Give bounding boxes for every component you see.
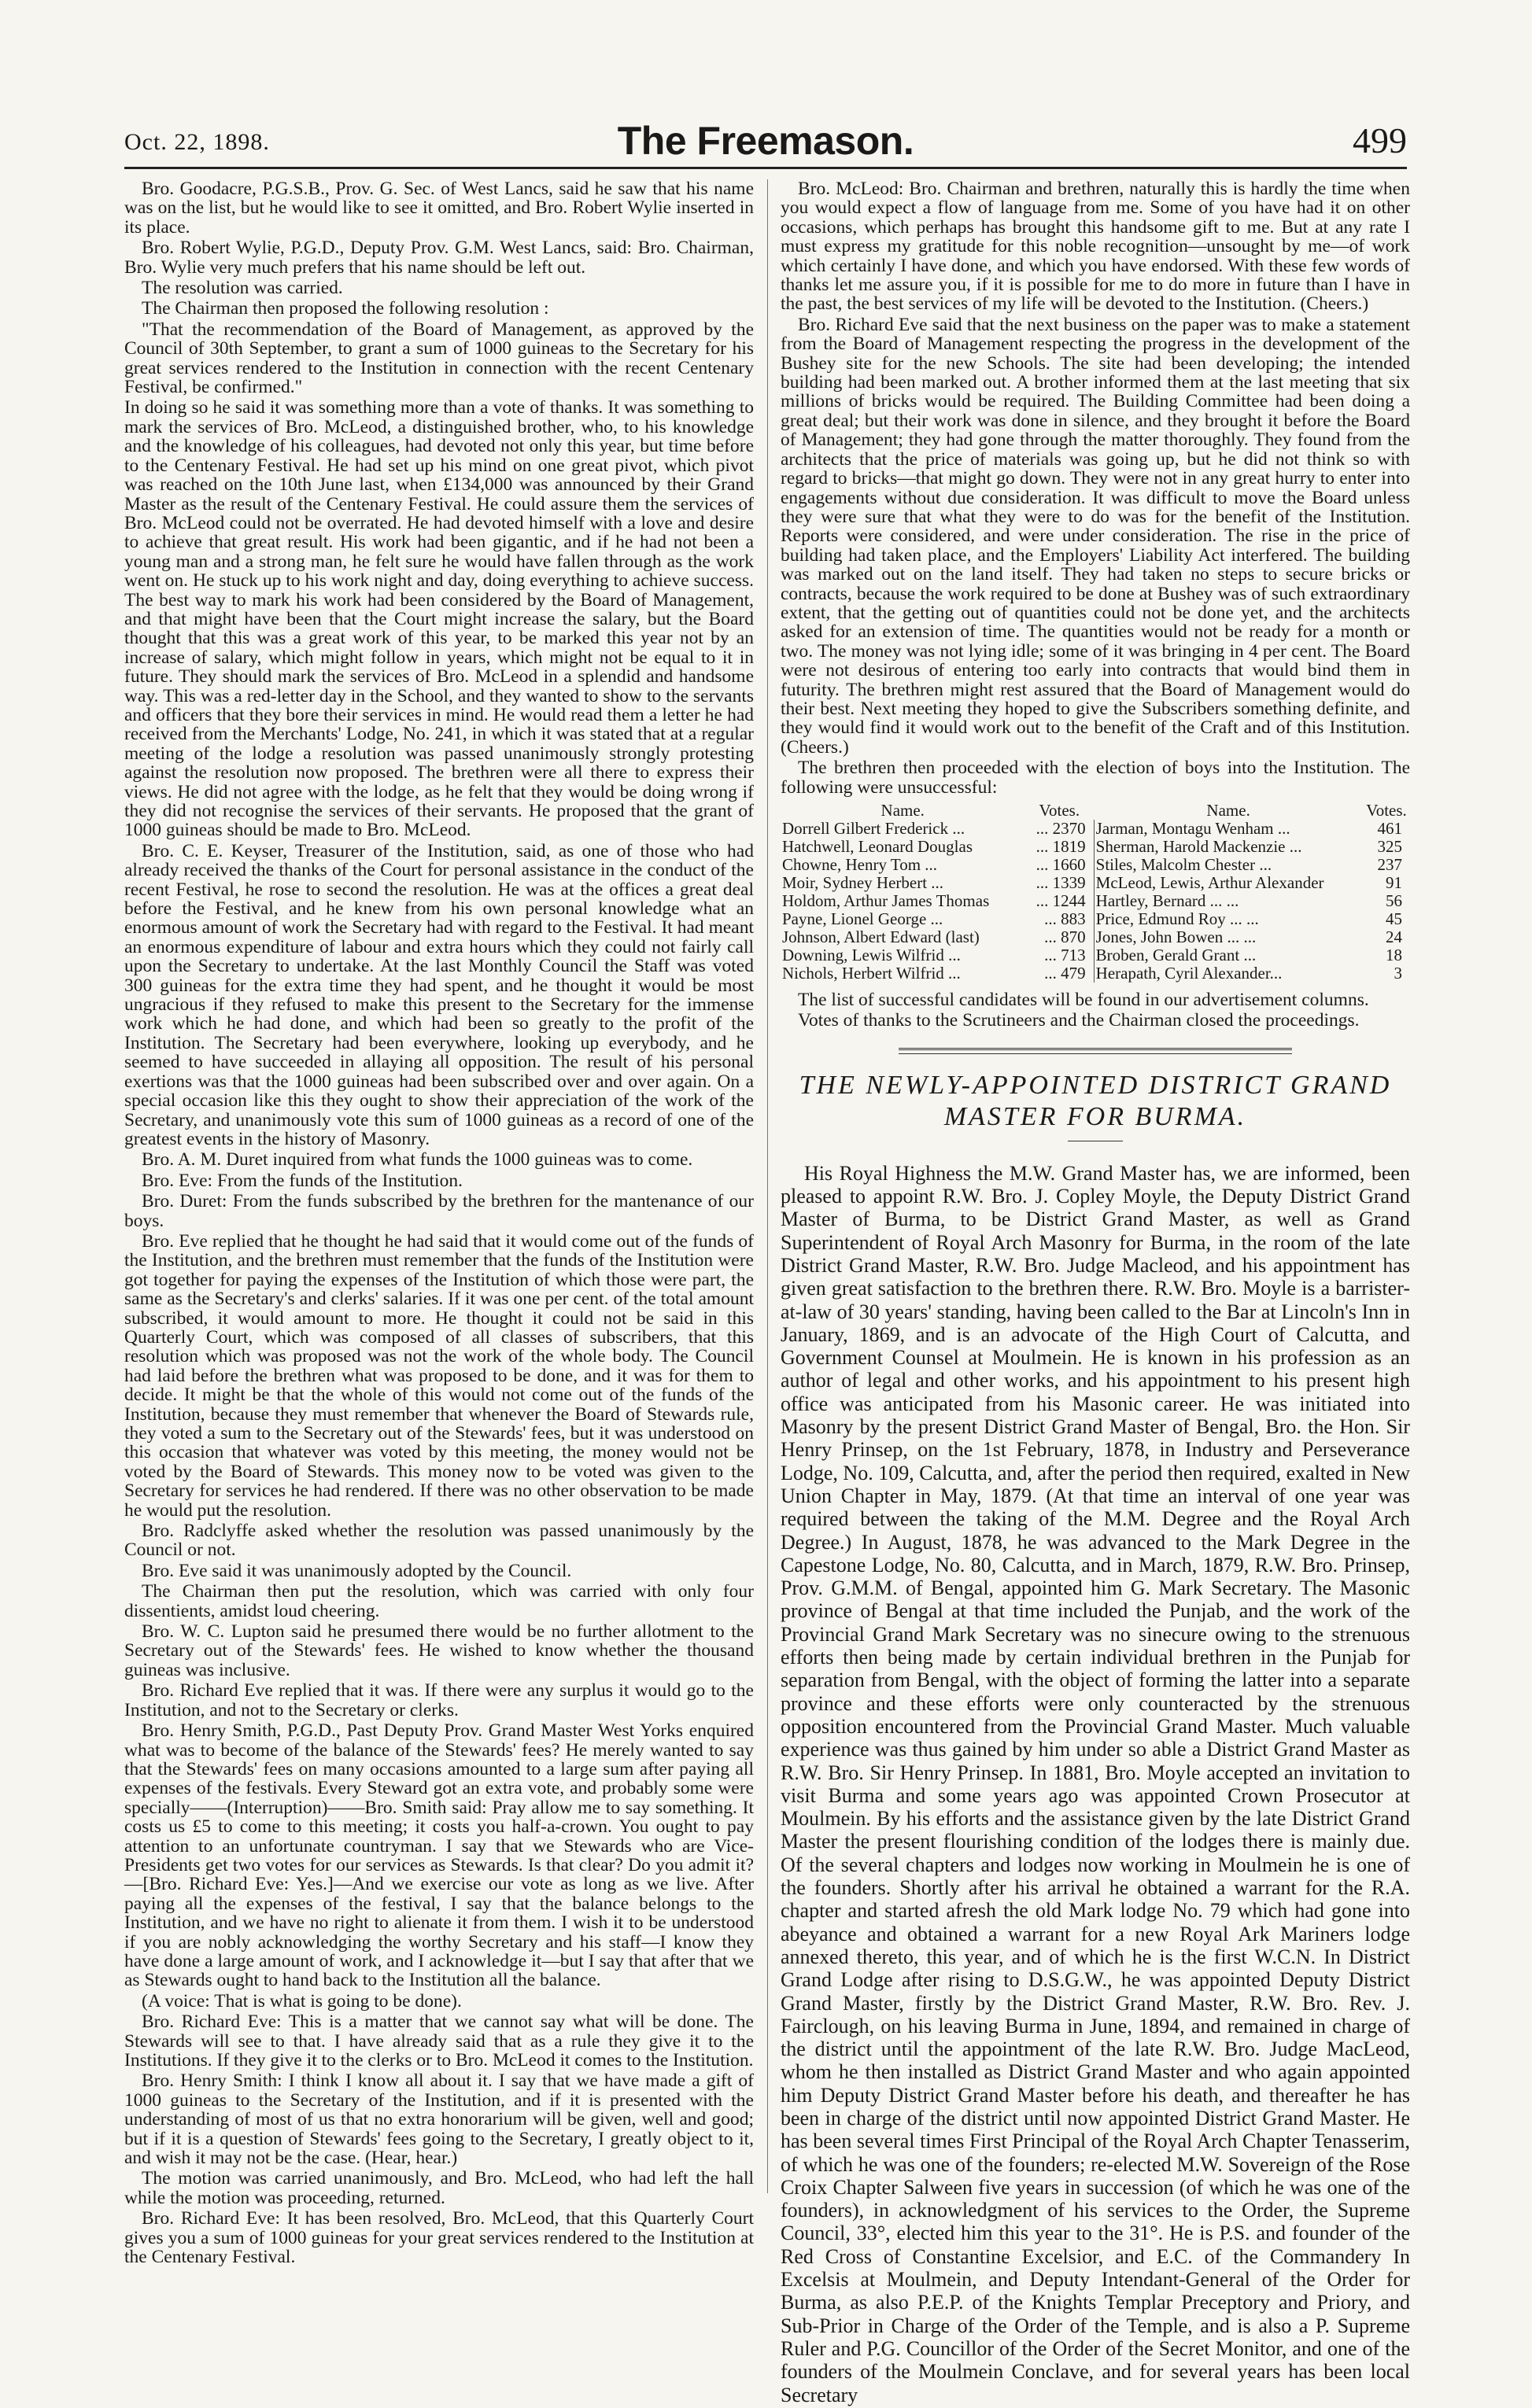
table-cell: ... 883 xyxy=(1044,909,1086,928)
table-cell: Hatchwell, Leonard Douglas xyxy=(782,837,973,856)
unsuccessful-candidates-table xyxy=(781,802,1410,983)
table-cell: Downing, Lewis Wilfrid ... xyxy=(782,946,961,964)
table-cell: 91 xyxy=(1386,873,1402,892)
paragraph: Bro. Eve said it was unanimously adopted by the Council. xyxy=(142,1560,572,1581)
table-cell: Stiles, Malcolm Chester ... xyxy=(1094,856,1363,874)
table-row xyxy=(781,838,1410,856)
table-cell: ... 1339 xyxy=(1035,873,1086,892)
table-row xyxy=(781,964,1410,983)
table-row xyxy=(781,910,1410,928)
paragraph: The motion was carried unanimously, and Bro. McLeod, who had left the hall while the motion was proceeding, returned. xyxy=(124,2168,754,2208)
table-cell: Jones, John Bowen ... ... xyxy=(1094,928,1363,946)
paragraph: Bro. Duret: From the funds subscribed by the brethren for the mantenance of our boys. xyxy=(124,1191,754,1231)
paragraph: Bro. Richard Eve replied that it was. If there were any surplus it would go to the Institution, and not to the Secretary or clerks. xyxy=(124,1680,754,1720)
table-cell: 237 xyxy=(1377,855,1402,874)
paragraph: (A voice: That is what is going to be done). xyxy=(142,1990,462,2012)
column-header: Votes. xyxy=(1366,801,1407,820)
column-header: Name. xyxy=(880,801,925,820)
article-body xyxy=(781,1162,1410,2406)
table-cell: Payne, Lionel George ... xyxy=(782,909,943,928)
table-cell: Broben, Gerald Grant ... xyxy=(1094,946,1363,964)
column-divider xyxy=(767,179,768,2193)
issue-date: Oct. 22, 1898. xyxy=(124,129,270,155)
table-cell: ... 870 xyxy=(1044,927,1086,946)
paragraph: The brethren then proceeded with the election of boys into the Institution. The following were unsuccessful: xyxy=(781,758,1410,798)
table-row xyxy=(781,892,1410,910)
paragraph: Bro. Goodacre, P.G.S.B., Prov. G. Sec. of West Lancs, said he saw that his name was on the list, but he would like to see it omitted, and Bro. Robert Wylie inserted in its place. xyxy=(124,179,754,238)
paragraph: "That the recommendation of the Board of Management, as approved by the Council of 30th September, to grant a sum of 1000 guineas to the Secretary for his great services rendered to the Institution in connection with the recent Centenary Festival, be confirmed." xyxy=(124,319,754,398)
table-cell: Holdom, Arthur James Thomas xyxy=(782,891,990,910)
table-cell: Price, Edmund Roy ... ... xyxy=(1094,910,1363,928)
column-header: Votes. xyxy=(1039,801,1080,820)
paragraph: Bro. Richard Eve: This is a matter that we cannot say what will be done. The Stewards will see to that. I have already said that as a rule they give it to the Institutions. If they give it to the clerks or to Bro. McLeod it comes to the Institution. xyxy=(124,2012,754,2071)
paragraph: Bro. Richard Eve: It has been resolved, Bro. McLeod, that this Quarterly Court gives you a sum of 1000 guineas for your great services rendered to the Institution at the Centenary Festival. xyxy=(124,2208,754,2268)
article-title-line: MASTER FOR BURMA. xyxy=(943,1101,1247,1131)
table-cell: ... 1244 xyxy=(1035,891,1086,910)
paragraph: Bro. Robert Wylie, P.G.D., Deputy Prov. G.M. West Lancs, said: Bro. Chairman, Bro. Wylie very much prefers that his name should be left out. xyxy=(124,238,754,278)
table-cell: Johnson, Albert Edward (last) xyxy=(782,927,980,946)
paragraph: Bro. Eve: From the funds of the Institution. xyxy=(142,1170,463,1191)
right-column xyxy=(781,179,1410,2408)
paragraph: Bro. Richard Eve said that the next business on the paper was to make a statement from the Board of Management respecting the progress in the development of the Bushey site for the new Schools. The site had been developing; the intended building had been marked out. A brother informed them at the last meeting that six millions of bricks would be required. The Building Committee had been doing a great deal; but their work was done in silence, and they brought it before the Board of Management; they had gone through the matter thoroughly. They found from the architects that the price of materials was going up, but he did not think so with regard to bricks—that might go down. They were not in any great hurry to enter into engagements without due consideration. It was difficult to move the Board unless they were sure that what they were to do was for the benefit of the Institution. Reports were considered, and were under consideration. The rise in the price of building had taken place, and the Employers' Liability Act interfered. The building was marked out on the land itself. They had taken no steps to secure bricks or contracts, because the work required to be done at Bushey was of such extraordinary extent, that the getting out of quantities could not be done yet, and the architects asked for an extension of time. The quantities would not be ready for a month or two. The money was not lying idle; some of it was bringing in 4 per cent. The Board were not desirous of entering too early into contracts that would bind them in futurity. The brethren might rest assured that the Board of Management would do their best. Next meeting they hoped to give the Subscribers something definite, and they would find it would work out to the benefit of the Craft and of this Institution. (Cheers.) xyxy=(781,314,1410,758)
table-row xyxy=(781,856,1410,874)
table-cell: Dorrell Gilbert Frederick ... xyxy=(782,819,965,838)
paragraph: The list of successful candidates will be found in our advertisement columns. xyxy=(798,990,1369,1010)
left-column xyxy=(124,179,754,2268)
table-cell: Nichols, Herbert Wilfrid ... xyxy=(782,964,961,983)
paragraph: Bro. Radclyffe asked whether the resolution was passed unanimously by the Council or not. xyxy=(124,1521,754,1561)
table-cell: 18 xyxy=(1386,946,1402,964)
table-cell: 56 xyxy=(1386,891,1402,910)
paragraph: In doing so he said it was something more than a vote of thanks. It was something to mark the services of Bro. McLeod, a distinguished brother, who, to his knowledge and the knowledge of his colleagues, had devoted not only this year, but time before to the Centenary Festival. He had set up his mind on one great pivot, which pivot was reached on the 10th June last, when £134,000 was announced by their Grand Master as the result of the Centenary Festival. He could assure them the services of Bro. McLeod could not be overrated. He had devoted himself with a love and desire to achieve that great result. His work had been gigantic, and if he had not been a young man and a strong man, he felt sure he would have fallen through as the work went on. He stuck up to his work night and day, doing everything to achieve success. The best way to mark his work had been considered by the Board of Management, and that might have been that the Court might increase the salary, but the Board thought that this was a great work of this year, to be marked this year not by an increase of salary, which might follow in years, which might not be equal to it in future. They should mark the services of Bro. McLeod in a splendid and handsome way. This was a red-letter day in the School, and they wanted to show to the servants and officers that they bore their services in mind. He would read them a letter he had received from the Merchants' Lodge, No. 241, in which it was stated that at a regular meeting of the lodge a resolution was passed unanimously strongly protesting against the resolution now proposed. The brethren were all there to express their views. He did not agree with the lodge, as he felt that they would be doing wrong if they did not recognise the services of their servants. He proposed that the grant of 1000 guineas should be made to Bro. McLeod. xyxy=(124,397,754,841)
table-cell: 24 xyxy=(1386,927,1402,946)
section-divider xyxy=(899,1048,1292,1054)
table-cell: ... 2370 xyxy=(1035,819,1086,838)
table-cell: 3 xyxy=(1394,964,1402,983)
table-row xyxy=(781,946,1410,964)
column-header: Name. xyxy=(1206,801,1250,820)
table-row xyxy=(781,820,1410,838)
table-cell: ... 1819 xyxy=(1035,837,1086,856)
paragraph: Bro. McLeod: Bro. Chairman and brethren, naturally this is hardly the time when you would expect a flow of language from me. Some of you have had it on other occasions, which perhaps has brought this handsome gift to me. But at any rate I must express my gratitude for this noble recognition—unsought by me—of work which certainly I have done, and which you have endorsed. With these few words of thanks let me assure you, if it is possible for me to do more in future than I have in the past, the best services of my life will be devoted to the Institution. (Cheers.) xyxy=(781,179,1410,315)
table-header-row xyxy=(781,802,1410,820)
table-cell: Moir, Sydney Herbert ... xyxy=(782,873,944,892)
paragraph: Bro. C. E. Keyser, Treasurer of the Institution, said, as one of those who had already received the thanks of the Court for personal assistance in the conduct of the recent Festival, he rose to second the resolution. He was at the offices a great deal before the Festival, and he knew from his own personal knowledge what an enormous amount of work the Secretary had with regard to the Festival. It had meant an enormous expenditure of labour and extra hours which they could not fairly call upon the Secretary to undertake. At the last Monthly Council the Staff was voted 300 guineas for the extra time they had spent, and he thought it would be most ungracious if they refused to make this present to the Secretary for the immense work which he had done, and which had been so greatly to the profit of the Institution. The Secretary had been everywhere, looking up everybody, and he seemed to have succeeded in allaying all opposition. The result of his personal exertions was that the 1000 guineas had been subscribed over and over again. On a special occasion like this they ought to show their appreciation of the work of the Secretary, and unanimously vote this sum of 1000 guineas as a record of one of the greatest events in the history of Masonry. xyxy=(124,840,754,1149)
table-cell: Chowne, Henry Tom ... xyxy=(782,855,938,874)
paragraph: Bro. Henry Smith, P.G.D., Past Deputy Prov. Grand Master West Yorks enquired what was to become of the balance of the Stewards' fees? He merely wanted to say that the Stewards' fees on many occasions amounted to a large sum after paying all expenses of the festivals. Every Steward got an extra vote, and probably some were specially——(Interruption)——Bro. Smith said: Pray allow me to say something. It costs us £5 to come to this meeting; it costs you half-a-crown. You ought to pay attention to an unfortunate countryman. I say that we Stewards who are Vice-Presidents get two votes for our services as Stewards. Is that clear? Do you admit it?—[Bro. Richard Eve: Yes.]—And we exercise our vote as long as we live. After paying all the expenses of the festival, I say that the balance belongs to the Institution, and we have no right to alienate it from them. I wish it to be understood if you are nobly acknowledging the worthy Secretary and his staff—I know they have done a large amount of work, and I acknowledge it—but I say that after that we as Stewards ought to hand back to the Institution all the balance. xyxy=(124,1720,754,1991)
table-cell: 45 xyxy=(1386,909,1402,928)
paragraph: The Chairman then proposed the following resolution : xyxy=(142,298,549,319)
table-row xyxy=(781,928,1410,946)
paragraph: The Chairman then put the resolution, which was carried with only four dissentients, amidst loud cheering. xyxy=(124,1581,754,1621)
masthead-title: The Freemason. xyxy=(617,119,914,163)
paragraph: Bro. A. M. Duret inquired from what funds the 1000 guineas was to come. xyxy=(142,1149,693,1171)
table-cell: Jarman, Montagu Wenham ... xyxy=(1094,820,1363,838)
table-cell: ... 479 xyxy=(1044,964,1086,983)
header-rule xyxy=(124,167,1407,169)
table-row xyxy=(781,874,1410,892)
paragraph: Bro. Henry Smith: I think I know all about it. I say that we have made a gift of 1000 guineas to the Secretary of the Institution, and if it is presented with the understanding of most of us that no extra honorarium will be given, well and good; but if it is a question of Stewards' fees going to the Secretary, I greatly object to it, and wish it may not be the case. (Hear, hear.) xyxy=(124,2071,754,2169)
table-cell: ... 713 xyxy=(1044,946,1086,964)
paragraph: The resolution was carried. xyxy=(142,278,343,299)
paragraph: His Royal Highness the M.W. Grand Master has, we are informed, been pleased to appoint R.W. Bro. J. Copley Moyle, the Deputy District Grand Master of Burma, to be District Grand Master, as well as Grand Superintendent of Royal Arch Masonry for Burma, in the room of the late District Grand Master, R.W. Bro. Judge Macleod, and his appointment has given great satisfaction to the brethren there. R.W. Bro. Moyle is a barrister-at-law of 30 years' standing, having been called to the Bar at Lincoln's Inn in January, 1869, and is an advocate of the High Court of Calcutta, and Government Counsel at Moulmein. He is known in his profession as an author of legal and other works, and his appointment to his present high office was anticipated from his Masonic career. He was initiated into Masonry by the present District Grand Master of Bengal, Bro. the Hon. Sir Henry Prinsep, on the 1st February, 1878, in Industry and Perseverance Lodge, No. 109, Calcutta, and, after the period then required, exalted in New Union Chapter in May, 1879. (At that time an interval of one year was required between the taking of the M.M. Degree and the Royal Arch Degree.) In August, 1878, he was advanced to the Mark Degree in the Capestone Lodge, No. 80, Calcutta, and in March, 1879, R.W. Bro. Prinsep, Prov. G.M.M. of Bengal, appointed him G. Mark Secretary. The Masonic province of Bengal at that time included the Punjab, and the work of the Provincial Grand Mark Secretary was no sinecure owing to the strenuous efforts then being made by certain individual brethren in the Punjab for separation from Bengal, with the object of forming the latter into a separate province and these efforts were only counteracted by the strenuous opposition encountered from the Provincial Grand Master. Much valuable experience was thus gained by him under so able a District Grand Master as R.W. Bro. Sir Henry Prinsep. In 1881, Bro. Moyle accepted an invitation to visit Burma and some years ago was appointed Crown Prosecutor at Moulmein. By his efforts and the assistance given by the late District Grand Master the present flourishing condition of the lodges there is mainly due. Of the several chapters and lodges now working in Moulmein he is one of the founders. Shortly after his arrival he obtained a warrant for the R.A. chapter and started afresh the old Mark lodge No. 79 which had gone into abeyance and obtained a warrant for a new Royal Ark Mariners lodge annexed thereto, this year, and of which he is the first W.C.N. In District Grand Lodge after rising to D.S.G.W., he was appointed Deputy District Grand Master, firstly by the District Grand Master, R.W. Bro. Rev. J. Fairclough, on his leaving Burma in June, 1894, and remained in charge of the district until the appointment of the late R.W. Bro. Judge MacLeod, whom he then installed as District Grand Master and who again appointed him Deputy District Grand Master before his death, and thereafter he has been in charge of the district until now appointed District Grand Master. He has been several times First Principal of the Royal Arch Chapter Tenasserim, of which he was one of the founders; re-elected M.W. Sovereign of the Rose Croix Chapter Salween five years in succession (of which he was one of the founders), in acknowledgment of his services to the Order, the Supreme Council, 33°, elected him this year to the 31°. He is P.S. and founder of the Red Cross of Constantine Excelsior, and E.C. of the Commandery In Excelsis at Moulmein, and Deputy Intendant-General of the Order for Burma, as also P.E.P. of the Knights Templar Preceptory and Priory, and Sub-Prior in Charge of the Order of the Temple, and is also a P. Supreme Ruler and P.G. Councillor of the Order of the Secret Monitor, and one of the founders of the Moulmein Conclave, and for several years has been local Secretary xyxy=(781,1161,1410,2406)
page-header xyxy=(124,118,1407,165)
table-cell: ... 1660 xyxy=(1035,855,1086,874)
table-cell: McLeod, Lewis, Arthur Alexander xyxy=(1094,874,1363,892)
article-title-line: THE NEWLY-APPOINTED DISTRICT GRAND xyxy=(799,1070,1392,1100)
paragraph: Bro. Eve replied that he thought he had said that it would come out of the funds of the Institution, and the brethren must remember that the funds of the Institution were got together for paying the expenses of the Institution of which those were part, the same as the Secretary's and clerks' salaries. If it was one per cent. of the total amount subscribed, it would amount to more. He thought it could not be said in this Quarterly Court, which was composed of all classes of subscribers, that this resolution which was proposed was not the work of the whole body. The Council had laid before the brethren what was proposed to be done, and it was for them to decide. It might be that the whole of this would not come out of the funds of the Institution, because they must remember that whenever the Board of Stewards rule, they voted a sum to the Secretary out of the Stewards' fees, but it was understood on this occasion that whatever was voted by this meeting, the money would not be voted by the Board of Stewards. This money now to be voted was given to the Secretary for services he had rendered. If there was no other observation to be made he would put the resolution. xyxy=(124,1230,754,1521)
table-cell: 461 xyxy=(1377,819,1402,838)
paragraph: Votes of thanks to the Scrutineers and the Chairman closed the proceedings. xyxy=(798,1010,1360,1031)
table-cell: Herapath, Cyril Alexander... xyxy=(1094,964,1363,983)
table-cell: 325 xyxy=(1377,837,1402,856)
paragraph: Bro. W. C. Lupton said he presumed there would be no further allotment to the Secretary out of the Stewards' fees. He wished to know whether the thousand guineas was inclusive. xyxy=(124,1621,754,1680)
table-cell: Hartley, Bernard ... ... xyxy=(1094,892,1363,910)
article-title xyxy=(781,1070,1410,1133)
page-number: 499 xyxy=(1353,120,1407,160)
table-cell: Sherman, Harold Mackenzie ... xyxy=(1094,838,1363,856)
